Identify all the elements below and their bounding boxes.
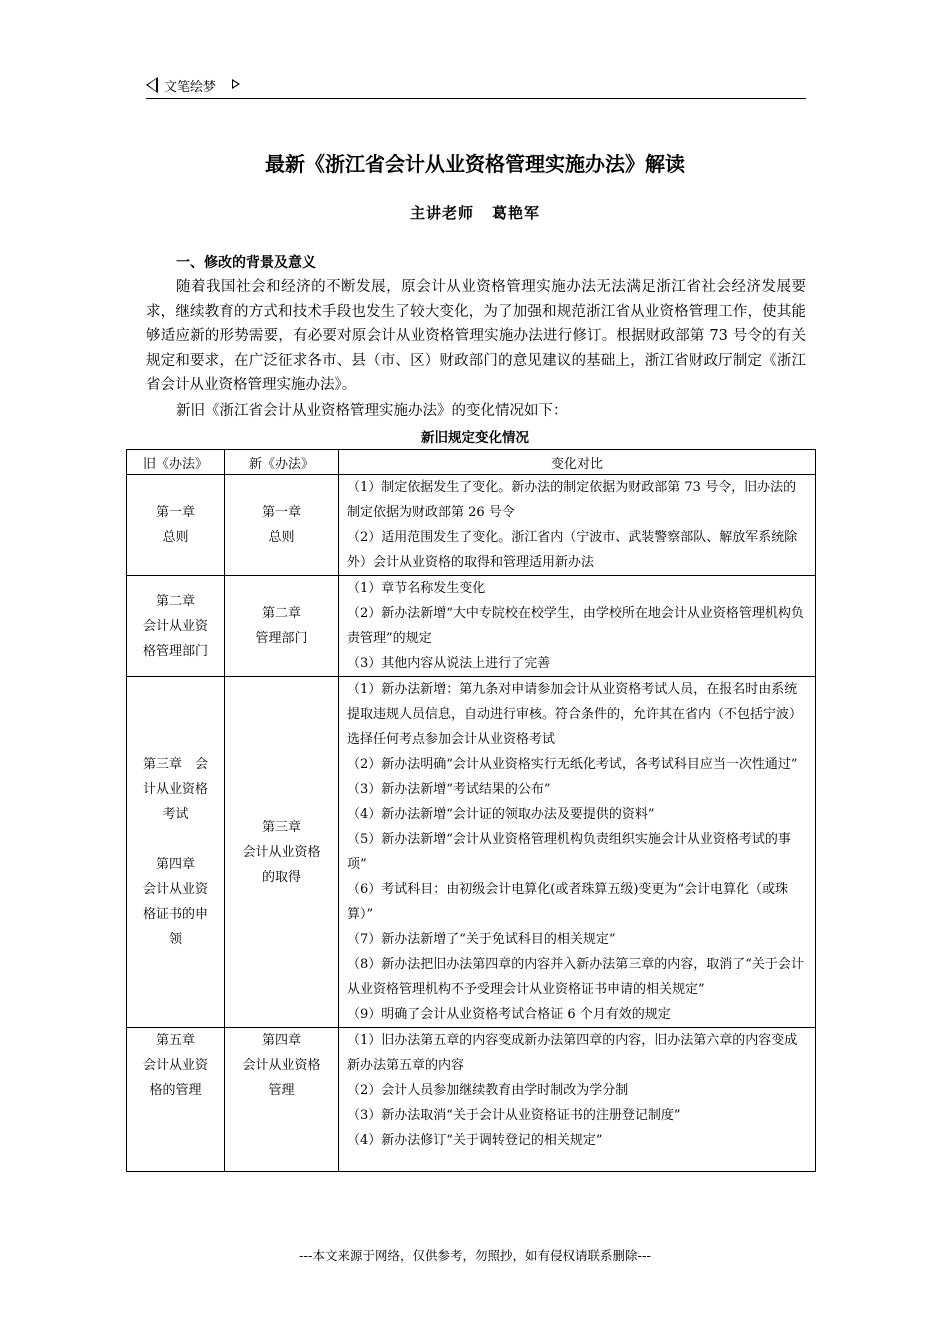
changes-cell [339,576,816,677]
lecturer-label: 主讲老师 [409,204,474,222]
old-chapter-cell [127,475,225,576]
new-chapter-line: 会计从业资格 [242,1058,321,1073]
change-item: （7）新办法新增了“关于免试科目的相关规定” [347,932,616,947]
old-chapter-line: 第二章 [155,593,195,609]
new-chapter-cell [225,677,339,1028]
old-chapter-line: 总则 [162,530,189,545]
change-item: （6）考试科目：由初级会计电算化(或者珠算五级)变更为“会计电算化（或珠算）” [347,882,789,922]
new-chapter-cell [225,576,339,677]
change-item: （2）会计人员参加继续教育由学时制改为学分制 [347,1083,629,1098]
change-item: （3）新办法新增“考试结果的公布” [347,782,551,797]
old-chapter-line: 会计从业资 [142,1058,208,1073]
changes-cell [339,1028,816,1172]
new-chapter-line: 管理 [268,1083,295,1098]
change-item: （5）新办法新增“会计从业资格管理机构负责组织实施会计从业资格考试的事项” [347,832,791,872]
table-row [127,677,816,1028]
new-chapter-line: 第一章 [261,505,301,520]
change-item: （3）新办法取消“关于会计从业资格证书的注册登记制度” [347,1108,681,1123]
old-chapter-line: 考试 [162,807,189,822]
old-chapter-line: 格证书的申 [142,907,208,922]
change-item: （1）制定依据发生了变化。新办法的制定依据为财政部第 73 号令，旧办法的制定依据为财政部第 26 号令 [347,480,797,520]
new-chapter-line: 的取得 [261,869,301,885]
change-item: （1）新办法新增：第九条对申请参加会计从业资格考试人员，在报名时由系统提取违规人员信息，自动进行审核。符合条件的，允许其在省内（不包括宁波）选择任何考点参加会计从业资格考试 [347,682,803,747]
cell-spacer [133,827,218,852]
old-chapter-line: 格管理部门 [142,643,208,659]
old-chapter-cell [127,677,225,1028]
old-chapter-line: 第一章 [155,505,195,520]
new-chapter-line: 会计从业资格 [242,844,321,860]
changes-cell [339,475,816,576]
change-item: （1）旧办法第五章的内容变成新办法第四章的内容，旧办法第六章的内容变成新办法第五章的内容 [347,1033,798,1073]
document-title: 最新《浙江省会计从业资格管理实施办法》解读 [265,152,685,176]
table-row [127,1028,816,1172]
page-footer: ---本文来源于网络，仅供参考，勿照抄，如有侵权请联系删除--- [298,1248,652,1263]
change-item: （3）其他内容从说法上进行了完善 [347,656,551,671]
lecturer-line [0,202,950,223]
new-chapter-line: 第三章 [261,819,301,835]
table-caption: 新旧规定变化情况 [421,430,529,446]
change-item: （4）新办法修订“关于调转登记的相关规定” [347,1133,603,1148]
change-item: （8）新办法把旧办法第四章的内容并入新办法第三章的内容，取消了“关于会计从业资格管理机构不予受理会计从业资格证书申请的相关规定” [347,957,804,997]
new-chapter-line: 总则 [268,530,295,545]
old-chapter-line: 格的管理 [149,1083,202,1098]
change-item: （4）新办法新增“会计证的领取办法及要提供的资料” [347,807,655,822]
change-item: （2）新办法明确“会计从业资格实行无纸化考试，各考试科目应当一次性通过” [347,757,798,772]
page-header [146,74,806,99]
lecturer-name: 葛艳军 [492,204,541,222]
old-chapter-cell [127,576,225,677]
new-chapter-cell [225,475,339,576]
section-heading: 一、修改的背景及意义 [176,255,316,271]
change-item: （9）明确了会计从业资格考试合格证 6 个月有效的规定 [347,1007,671,1022]
old-chapter-line: 会计从业资 [142,882,208,897]
header-changes: 变化对比 [339,450,816,475]
triangle-left-icon [146,77,158,93]
triangle-right-icon [232,79,240,89]
old-chapter-line: 第五章 [155,1033,195,1048]
table-header-row [127,450,816,475]
comparison-table [126,449,816,1172]
header-brand: 文笔绘梦 [164,80,217,95]
new-chapter-line: 第四章 [261,1033,301,1048]
new-chapter-cell [225,1028,339,1172]
new-chapter-line: 管理部门 [255,631,308,646]
old-chapter-line: 第四章 [155,857,195,872]
header-old: 旧《办法》 [127,450,225,475]
paragraph-background: 随着我国社会和经济的不断发展，原会计从业资格管理实施办法无法满足浙江省社会经济发展要求，继续教育的方式和技术手段也发生了较大变化，为了加强和规范浙江省从业资格管理工作，使其能够适应新的形势需要，有必要对原会计从业资格管理实施办法进行修订。根据财政部第 73 号令的有关规定和要求，在广泛征求各市、县（市、区）财政部门的意见建议的基础上，浙江省财政厅制定《浙江省会计从业资格管理实施办法》。 [146,279,806,393]
new-chapter-line: 第二章 [261,606,301,621]
old-chapter-line: 计从业资格 [142,782,208,797]
header-new: 新《办法》 [225,450,339,475]
change-item: （1）章节名称发生变化 [347,581,486,596]
old-chapter-line: 领 [168,932,182,947]
table-row [127,475,816,576]
old-chapter-cell [127,1028,225,1172]
paragraph-intro: 新旧《浙江省会计从业资格管理实施办法》的变化情况如下： [176,403,568,419]
changes-cell [339,677,816,1028]
old-chapter-line: 会计从业资 [142,618,208,634]
old-chapter-line: 第三章 会 [142,757,208,772]
change-item: （2）适用范围发生了变化。浙江省内（宁波市、武装警察部队、解放军系统除外）会计从业资格的取得和管理适用新办法 [347,530,798,570]
change-item: （2）新办法新增“大中专院校在校学生，由学校所在地会计从业资格管理机构负责管理”的规定 [347,606,804,646]
table-row [127,576,816,677]
